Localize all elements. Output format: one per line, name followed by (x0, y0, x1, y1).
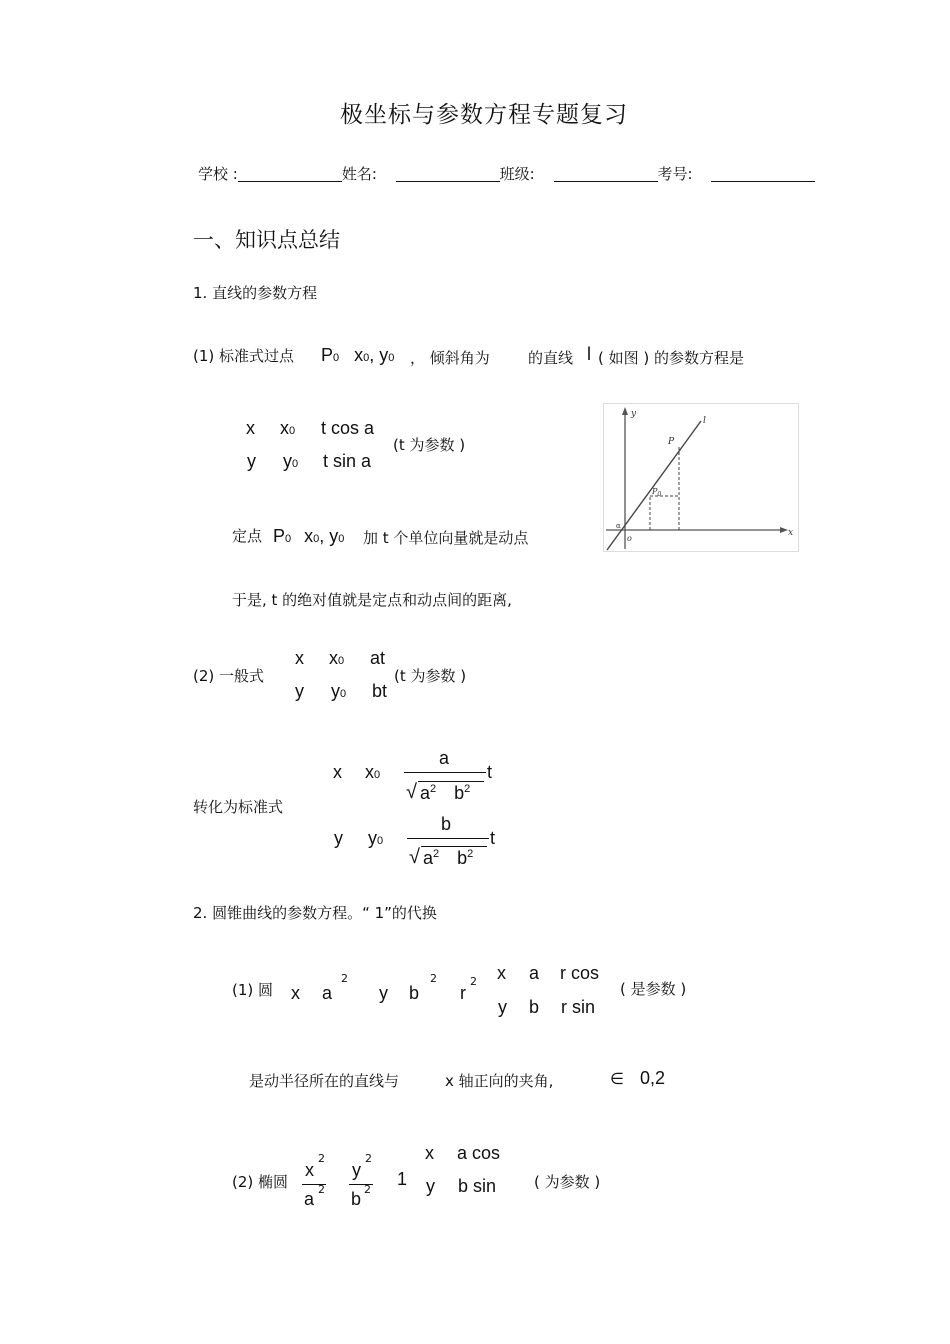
eq3-y: y (334, 828, 343, 848)
circle-rsin: r sin (561, 997, 596, 1017)
eq1-x0: x0 (280, 418, 296, 438)
angle-desc-x-axis: x 轴正向的夹角, (445, 1072, 554, 1090)
eq3-frac1-bar (404, 772, 486, 773)
eq3-t2: t (490, 828, 496, 848)
circle-sup2: 2 (430, 972, 437, 985)
fig-l-label: l (703, 416, 706, 426)
sqrt-bar-2 (421, 846, 487, 847)
fig-angle-label: α (616, 522, 621, 530)
class-field[interactable] (554, 165, 658, 182)
sqrt-bar-1 (418, 781, 484, 782)
circle-pa: a (529, 963, 540, 983)
ellipse-sup-x: 2 (318, 1152, 325, 1165)
circle-r: r (460, 983, 466, 1003)
eq1-note: (t 为参数 ) (393, 436, 466, 454)
circle-sup3: 2 (470, 975, 477, 988)
eq2-x: x (295, 648, 304, 668)
fixed-point-p0: P0 x0, y0 (273, 526, 345, 546)
inclination-text: ， 倾斜角为 (410, 349, 490, 367)
circle-a: a (322, 983, 333, 1003)
distance-text: 于是, t 的绝对值就是定点和动点间的距离, (232, 591, 512, 609)
angle-desc: 是动半径所在的直线与 (249, 1072, 400, 1090)
name-label: 姓名: (341, 165, 377, 183)
eq2-at: at (370, 648, 386, 668)
ellipse-px: x (425, 1143, 434, 1163)
sqrt-icon: √ (406, 781, 417, 803)
school-label: 学校 : (198, 165, 238, 183)
ellipse-sup-a: 2 (318, 1183, 325, 1196)
element-of-icon: ∈ (610, 1069, 624, 1088)
eq1-y0: y0 (283, 451, 299, 471)
circle-label: (1) 圆 (232, 981, 274, 999)
angle-range: 0,2 (640, 1068, 666, 1088)
eq1-y: y (247, 451, 256, 471)
info-line (198, 163, 815, 184)
fig-p0-label: $P_0$ (652, 487, 662, 498)
eq3-den1: $a^2$ $b^2$ (420, 783, 471, 803)
class-label: 班级: (499, 165, 535, 183)
eq1-tcos: t cos a (321, 418, 375, 438)
unit-vector-text: 加 t 个单位向量就是动点 (363, 529, 529, 547)
circle-pb: b (529, 997, 540, 1017)
section-heading: 一、知识点总结 (193, 228, 340, 252)
line-figure-svg (604, 404, 798, 551)
ellipse-sup-b: 2 (364, 1183, 371, 1196)
eq2-bt: bt (372, 681, 388, 701)
subheading-line: 1. 直线的参数方程 (193, 284, 318, 302)
sqrt-icon: √ (409, 846, 420, 868)
circle-note: ( 是参数 ) (620, 980, 687, 998)
eq2-x0: x0 (329, 648, 345, 668)
eq3-den2: $a^2$ $b^2$ (423, 848, 474, 868)
number-label: 考号: (657, 165, 693, 183)
eq2-y0: y0 (331, 681, 347, 701)
eq3-t1: t (487, 762, 493, 782)
circle-rcos: r cos (560, 963, 600, 983)
eq3-y0: y0 (368, 828, 384, 848)
circle-b: b (409, 983, 420, 1003)
eq2-note: (t 为参数 ) (394, 667, 467, 685)
circle-x: x (291, 983, 300, 1003)
fig-origin-label: o (627, 534, 632, 543)
fixed-point-text: 定点 (232, 527, 263, 545)
eq3-x0: x0 (365, 762, 381, 782)
line-figure (603, 403, 799, 552)
ellipse-y: y (352, 1160, 361, 1180)
ellipse-x: x (305, 1160, 314, 1180)
line-l: l (587, 344, 591, 364)
ellipse-sup-y: 2 (365, 1152, 372, 1165)
eq1-x: x (246, 418, 255, 438)
standard-form-text: (1) 标准式过点 (193, 347, 295, 365)
circle-py: y (498, 997, 507, 1017)
number-field[interactable] (711, 165, 815, 182)
name-field[interactable] (396, 165, 500, 182)
eq2-y: y (295, 681, 304, 701)
general-form-label: (2) 一般式 (193, 667, 265, 685)
eq3-frac2-bar (407, 838, 489, 839)
eq3-x: x (333, 762, 342, 782)
eq3-num-a: a (439, 748, 450, 768)
convert-label: 转化为标准式 (193, 798, 284, 816)
ellipse-bsin: b sin (458, 1176, 497, 1196)
fig-y-label: y (631, 409, 637, 419)
fig-x-label: x (788, 528, 794, 538)
circle-sup1: 2 (341, 972, 348, 985)
ellipse-py: y (426, 1176, 435, 1196)
ellipse-acos: a cos (457, 1143, 501, 1163)
fig-p-label: P (668, 437, 675, 447)
subheading-conic: 2. 圆锥曲线的参数方程。“ 1”的代换 (193, 904, 437, 922)
ellipse-label: (2) 椭圆 (232, 1173, 289, 1191)
param-eq-text: ( 如图 ) 的参数方程是 (598, 349, 745, 367)
eq1-tsin: t sin a (323, 451, 372, 471)
point-p0: P0 x0, y0 (321, 345, 395, 365)
eq3-num-b: b (441, 814, 452, 834)
page-title: 极坐标与参数方程专题复习 (340, 102, 628, 128)
ellipse-a: a (304, 1189, 315, 1209)
school-field[interactable] (238, 165, 342, 182)
circle-px: x (497, 963, 506, 983)
circle-y: y (379, 983, 388, 1003)
line-text: 的直线 (528, 349, 574, 367)
ellipse-b: b (351, 1189, 362, 1209)
ellipse-one: 1 (397, 1169, 408, 1189)
ellipse-note: ( 为参数 ) (534, 1173, 601, 1191)
